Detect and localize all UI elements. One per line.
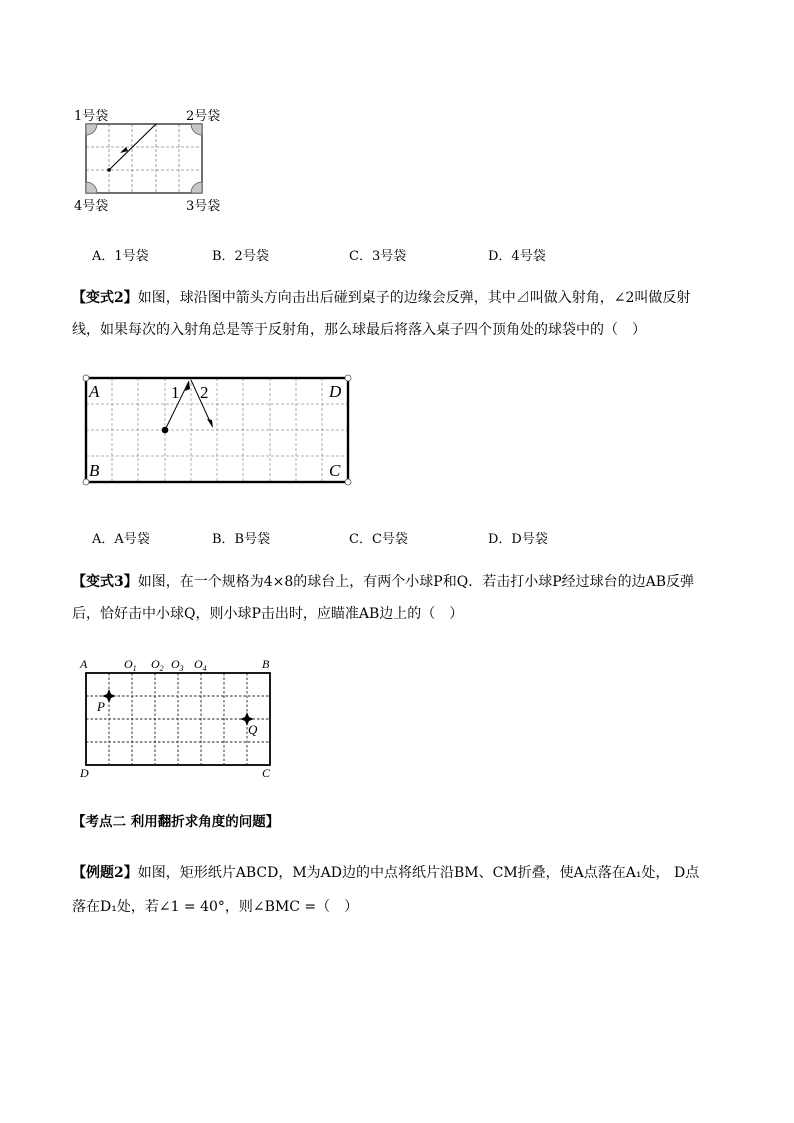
q1-option-d[interactable]: D．4号袋 xyxy=(488,249,546,264)
corner-b-label: B xyxy=(89,461,100,480)
q1-options xyxy=(92,245,692,263)
pocket3-label: 3号袋 xyxy=(186,199,221,214)
q2-line1: 如图，球沿图中箭头方向击出后碰到桌子的边缘会反弹，其中⊿叫做入射角，∠2叫做反射 xyxy=(137,290,691,306)
q1-option-a[interactable]: A．1号袋 xyxy=(92,249,149,264)
q2-question xyxy=(72,283,732,345)
q1-option-c[interactable]: C．3号袋 xyxy=(349,249,407,264)
pocket2-label: 2号袋 xyxy=(186,109,221,124)
q2-option-c[interactable]: C．C号袋 xyxy=(349,532,408,547)
figure-table-pq xyxy=(0,650,794,790)
corner-c-label: C xyxy=(329,461,341,480)
corner-d-label: D xyxy=(329,382,342,401)
corner-c-label: C xyxy=(262,766,271,780)
section-heading: 【考点二 利用翻折求角度的问题】 xyxy=(72,814,280,830)
angle1-label: 1 xyxy=(171,383,180,402)
q3-question xyxy=(72,567,732,629)
example2-question xyxy=(72,856,732,924)
corner-a-label: A xyxy=(89,382,100,401)
point-o3-label: $O_3$ xyxy=(171,657,184,673)
q2-option-b[interactable]: B．B号袋 xyxy=(212,532,271,547)
example2-tag: 【例题2】 xyxy=(72,865,138,881)
point-o1-label: $O_1$ xyxy=(124,657,137,673)
q1-option-b[interactable]: B．2号袋 xyxy=(212,249,269,264)
q2-option-d[interactable]: D．D号袋 xyxy=(488,532,548,547)
figure-pocket-table xyxy=(0,0,794,230)
pocket1-label: 1号袋 xyxy=(74,109,109,124)
q2-tag: 【变式2】 xyxy=(72,290,138,306)
angle2-label: 2 xyxy=(200,383,209,402)
corner-a-label: A xyxy=(80,657,88,671)
q3-tag: 【变式3】 xyxy=(72,574,138,590)
pocket4-label: 4号袋 xyxy=(74,199,109,214)
example2-line2: 落在D₁处，若∠1 = 40°，则∠BMC =（ ） xyxy=(72,899,359,915)
corner-b-label: B xyxy=(262,657,270,671)
q2-options xyxy=(92,528,692,546)
q2-option-a[interactable]: A．A号袋 xyxy=(92,532,150,547)
ball-p-label: P xyxy=(97,699,105,714)
corner-d-label: D xyxy=(80,766,89,780)
point-o2-label: $O_2$ xyxy=(151,657,164,673)
q3-line2: 后，恰好击中小球Q，则小球P击出时，应瞄准AB边上的（ ） xyxy=(72,606,464,622)
example2-line1: 如图，矩形纸片ABCD，M为AD边的中点将纸片沿BM、CM折叠，使A点落在A₁处， D点 xyxy=(137,865,700,881)
point-o4-label: $O_4$ xyxy=(194,657,207,673)
q2-line2: 线，如果每次的入射角总是等于反射角，那么球最后将落入桌子四个顶角处的球袋中的（ ） xyxy=(72,322,646,338)
q3-line1: 如图，在一个规格为4×8的球台上，有两个小球P和Q．若击打小球P经过球台的边AB反弹 xyxy=(137,574,695,590)
figure-table-abcd xyxy=(0,360,794,500)
ball-q-label: Q xyxy=(248,722,258,737)
